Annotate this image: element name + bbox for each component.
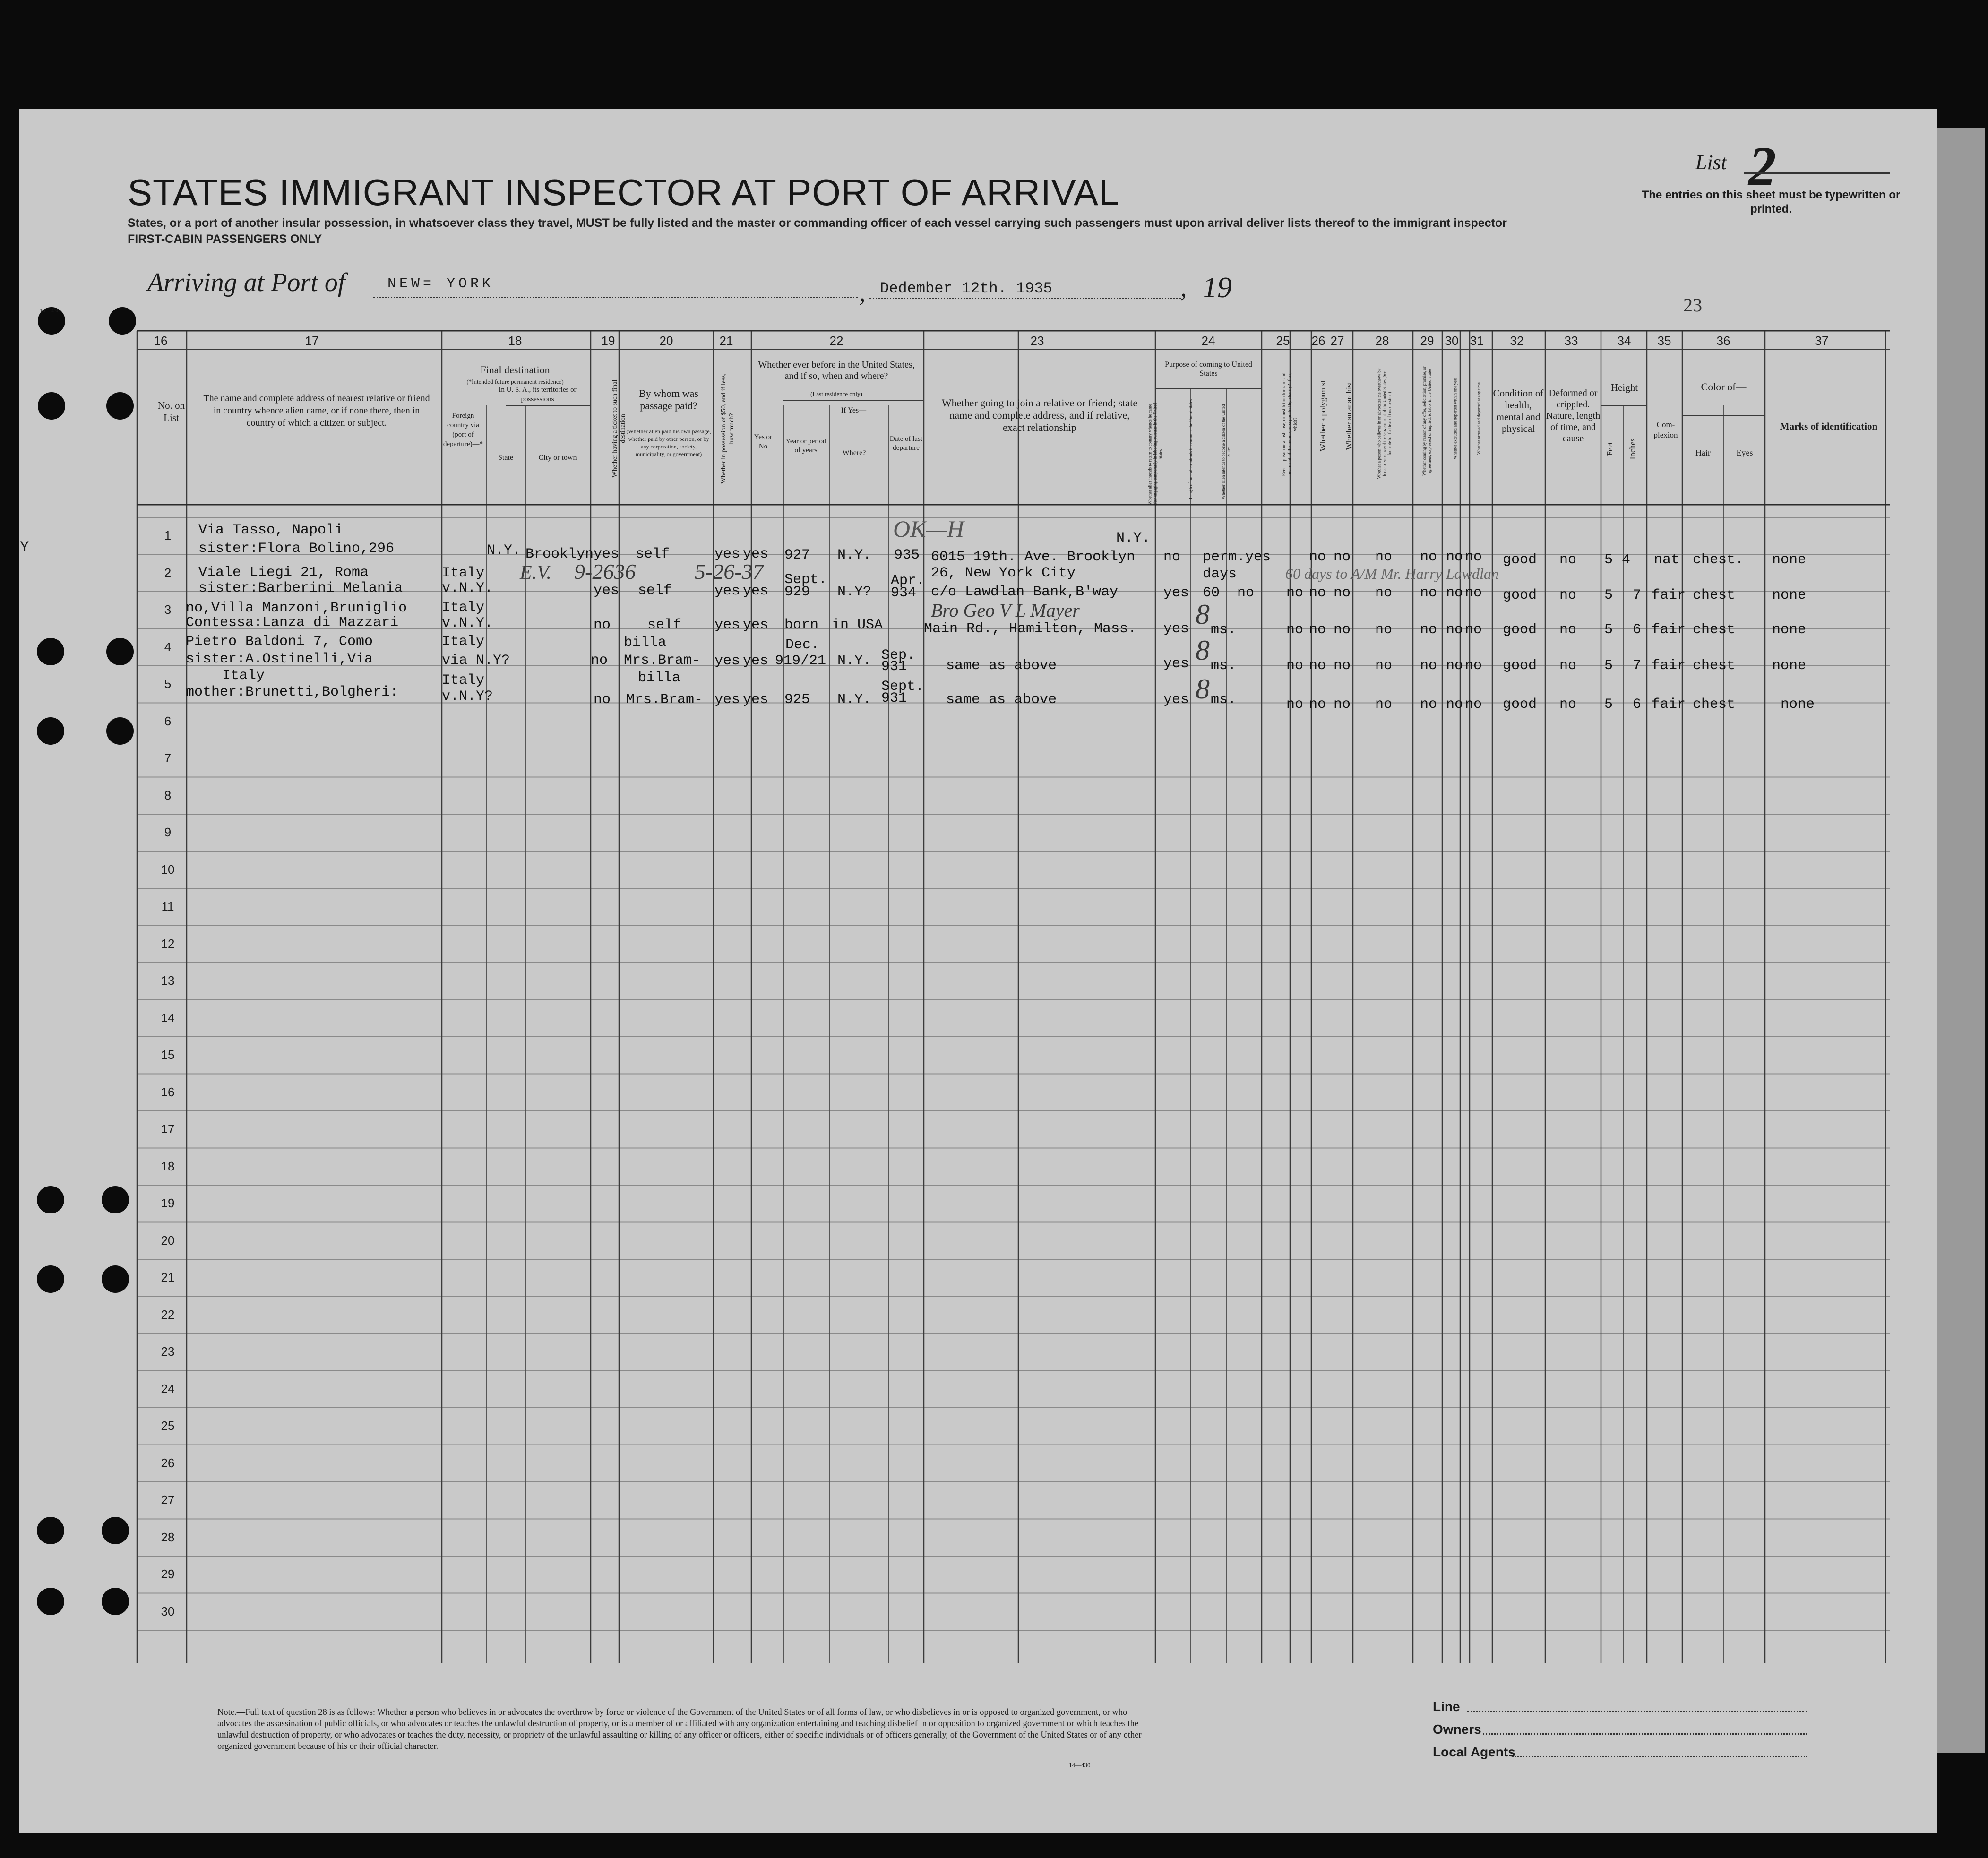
no-answer: no — [1420, 658, 1437, 674]
column-number: 33 — [1564, 334, 1578, 348]
row-number: 24 — [161, 1381, 175, 1396]
before-us-year: 929 — [784, 584, 810, 600]
ticket-value: no — [591, 653, 608, 669]
header-relative: The name and complete address of nearest relative or friend in country whence alien came, or if none there, then in country of which a citizen or subject. — [203, 393, 430, 428]
no-answer: no — [1446, 622, 1463, 638]
purpose-length: 8 — [1196, 635, 1210, 666]
handwritten-annotation: Bro Geo V L Mayer — [931, 600, 1080, 621]
relative-line: Pietro Baldoni 7, Como — [186, 634, 373, 650]
paid-by: billa — [624, 635, 667, 651]
fifty-dollars: yes — [714, 546, 740, 562]
no-answer: no — [1420, 549, 1437, 565]
foreign-country: Italy — [442, 634, 485, 650]
purpose-citizen: ms. — [1211, 622, 1237, 638]
no-answer: no — [1465, 585, 1482, 601]
agents-label: Local Agents — [1433, 1745, 1515, 1759]
relative-line: Viale Liegi 21, Roma — [198, 565, 369, 581]
before-us-where: N.Y. — [837, 692, 872, 708]
header-q31: Whether arrested and deported at any time — [1476, 382, 1481, 455]
header-ticket: Whether having a ticket to such final destination — [611, 379, 627, 478]
no-answer: no — [1334, 658, 1351, 674]
marks-value: none — [1781, 697, 1815, 713]
before-us-year: 919/21 — [775, 653, 826, 669]
complexion-value: fair — [1652, 587, 1686, 603]
foreign-country: v.N.Y? — [442, 688, 493, 705]
paid-by: self — [638, 583, 672, 599]
foreign-country: v.N.Y. — [442, 615, 493, 631]
header-purpose: Purpose of coming to United States — [1165, 361, 1252, 378]
no-answer: no — [1446, 697, 1463, 713]
relative-line: Via Tasso, Napoli — [198, 522, 344, 538]
header-purpose-c: Whether alien intends to become a citizen of the United States — [1221, 404, 1231, 499]
no-answer: no — [1375, 549, 1393, 565]
no-answer: no — [1309, 549, 1326, 565]
health-value: good — [1503, 658, 1537, 674]
handwritten-annotation: OK—H — [893, 516, 964, 542]
handwritten-annotation: 60 days to A/M Mr. Harry Lawdlan — [1285, 565, 1499, 582]
before-us-year: 925 — [784, 692, 810, 708]
header-year-period: Year or period of years — [785, 438, 826, 454]
row-number: 5 — [164, 677, 172, 691]
row-number: 21 — [161, 1270, 175, 1284]
footnote-question-28: Note.—Full text of question 28 is as follows: Whether a person who believes in or advocates the overthrow by force or violence of the Government of the United States or of all forms of law, or who disbelieves in or is opposed to organized government, or who advocates the assassination of public officials, or who advocates or teaches the unlawful destruction of property, or is a member of or affiliated with any organization entertaining and teaching disbelief in or opposition to organized government or which teaches the unlawful destruction of property, or who advocates or teaches the duty, necessity, or propriety of the unlawful assaulting or killing of any officer or officers, either of specific individuals or of officers generally, of the Government of the United States or of any other organized government because of his or their official character. — [217, 1708, 1142, 1751]
row-number: 8 — [164, 788, 172, 802]
row-number: 29 — [161, 1567, 175, 1581]
no-answer: no — [1286, 585, 1304, 601]
height-feet: 5 — [1604, 552, 1613, 568]
arriving-label: Arriving at Port of — [147, 268, 345, 297]
foreign-country: v.N.Y. — [442, 580, 493, 596]
height-inches: 6 — [1633, 697, 1642, 713]
last-departure: Apr. — [891, 573, 925, 589]
no-answer: no — [1286, 658, 1304, 674]
joining-line: Main Rd., Hamilton, Mass. — [924, 621, 1137, 637]
column-number: 26 — [1311, 334, 1325, 348]
deformed-value: no — [1559, 552, 1577, 568]
purpose-return: yes — [1163, 621, 1189, 637]
before-us-where: N.Y. — [837, 653, 872, 669]
no-answer: no — [1286, 622, 1304, 638]
state-value: N.Y. — [487, 542, 521, 559]
no-answer: no — [1375, 697, 1393, 713]
height-feet: 5 — [1604, 622, 1613, 638]
typed-note: The entries on this sheet must be typewritten or printed. — [1642, 189, 1901, 215]
agents-dotted — [1512, 1756, 1807, 1757]
before-us-year: Sept. — [784, 572, 827, 588]
row-number: 23 — [161, 1344, 175, 1359]
purpose-return: yes — [1163, 585, 1189, 601]
row-number: 26 — [161, 1455, 175, 1470]
no-answer: no — [1334, 585, 1351, 601]
row-number: 4 — [164, 639, 172, 654]
joining-line: 6015 19th. Ave. Brooklyn — [931, 549, 1136, 565]
header-health: Condition of health, mental and physical — [1493, 387, 1544, 434]
hair-value: chest — [1693, 622, 1736, 638]
before-us-yes-no: yes — [743, 583, 769, 599]
height-inches: 4 — [1622, 552, 1631, 568]
header-inches: Inches — [1628, 438, 1637, 460]
column-number: 35 — [1657, 334, 1671, 348]
row-number: 10 — [161, 862, 175, 877]
no-answer: no — [1446, 585, 1463, 601]
header-q28: Whether a person who believes in or advocates the overthrow by force or violence of the Government of the United States (See footnote for full text of this question) — [1377, 368, 1392, 479]
height-inches: 7 — [1633, 658, 1642, 674]
before-us-year: Dec. — [785, 637, 820, 653]
row-number: 17 — [161, 1122, 175, 1136]
before-us-where: in USA — [832, 617, 883, 633]
no-answer: no — [1465, 622, 1482, 638]
hair-value: chest — [1693, 587, 1736, 603]
column-number: 19 — [601, 334, 615, 348]
edge-mark: Y — [20, 539, 29, 556]
foreign-country: via N.Y? — [442, 653, 510, 669]
no-answer: no — [1309, 697, 1326, 713]
joining-line: same as above — [946, 692, 1057, 708]
before-us-year: born — [784, 617, 819, 633]
header-hair: Hair — [1695, 448, 1711, 457]
deformed-value: no — [1559, 658, 1577, 674]
purpose-length: days — [1203, 566, 1237, 582]
height-inches: 7 — [1633, 587, 1642, 603]
ticket-value: yes — [594, 546, 620, 562]
handwritten-annotation: E.V. — [520, 562, 551, 584]
last-departure: 931 — [881, 690, 907, 706]
fifty-dollars: yes — [714, 617, 740, 633]
complexion-value: fair — [1652, 658, 1686, 674]
deformed-value: no — [1559, 587, 1577, 603]
paid-by: self — [636, 546, 670, 562]
form-subtitle: States, or a port of another insular possession, in whatsoever class they travel, MUST be fully listed and the master or commanding officer of each vessel carrying such passengers must upon arrival deliver lists thereof to the immigrant inspector — [128, 216, 1507, 230]
row-number: 9 — [164, 825, 172, 839]
before-us-year: 927 — [784, 547, 810, 563]
header-purpose-b: Length of time alien intends to remain in the United States — [1188, 399, 1193, 499]
no-answer: no — [1446, 549, 1463, 565]
joining-line: N.Y. — [1116, 530, 1151, 546]
no-answer: no — [1375, 658, 1393, 674]
joining-line: same as above — [946, 658, 1057, 674]
row-number: 13 — [161, 973, 175, 988]
header-q29: Whether coming by reason of any offer, solicitation, promise, or agreement, expressed or implied, to labor in the United States — [1422, 366, 1432, 476]
header-marks: Marks of identification — [1780, 421, 1878, 432]
header-final-destination: Final destination — [480, 364, 550, 376]
health-value: good — [1503, 587, 1537, 603]
row-number: 22 — [161, 1307, 175, 1322]
column-number: 29 — [1420, 334, 1434, 348]
foreign-country: Italy — [442, 672, 485, 688]
row-number: 12 — [161, 936, 175, 951]
line-dotted — [1467, 1711, 1807, 1712]
marks-value: none — [1772, 552, 1807, 568]
handwritten-annotation: 9-2636 — [574, 559, 636, 584]
purpose-return: no — [1163, 549, 1181, 565]
no-answer: no — [1286, 697, 1304, 713]
no-answer: no — [1420, 697, 1437, 713]
header-polygamist: Whether a polygamist — [1318, 380, 1327, 452]
header-by-whom: By whom was passage paid? — [639, 387, 698, 412]
line-label: Line — [1433, 1699, 1460, 1714]
page-number: 23 — [1683, 294, 1702, 316]
relative-line: sister:Flora Bolino,296 — [198, 541, 395, 557]
foreign-country: Italy — [442, 565, 485, 581]
arrival-date: Dedember 12th. 1935 — [880, 280, 1052, 297]
row-number: 20 — [161, 1233, 175, 1247]
comma: , — [859, 278, 866, 307]
list-number: 2 — [1748, 135, 1776, 197]
header-feet: Feet — [1605, 442, 1614, 456]
relative-line: Contessa:Lanza di Mazzari — [186, 615, 399, 631]
height-feet: 5 — [1604, 658, 1613, 674]
column-number: 16 — [154, 334, 168, 348]
height-inches: 6 — [1633, 622, 1642, 638]
column-number: 28 — [1375, 334, 1389, 348]
fifty-dollars: yes — [714, 583, 740, 599]
no-answer: no — [1309, 622, 1326, 638]
no-answer: no — [1309, 658, 1326, 674]
purpose-return: yes — [1163, 656, 1189, 672]
purpose-citizen: yes — [1245, 549, 1271, 565]
purpose-citizen: ms. — [1211, 658, 1237, 674]
row-number: 11 — [161, 899, 174, 913]
row-number: 25 — [161, 1419, 175, 1433]
city-value: Brooklyn — [525, 546, 594, 562]
purpose-return: yes — [1163, 692, 1189, 708]
joining-line: 26, New York City — [931, 565, 1076, 581]
relative-line: sister:A.Ostinelli,Via — [186, 651, 373, 667]
header-city: City or town — [538, 454, 577, 462]
column-number: 17 — [305, 334, 319, 348]
header-state: State — [498, 454, 513, 462]
before-us-yes-no: yes — [743, 617, 769, 633]
before-us-where: N.Y? — [837, 584, 872, 600]
row-number: 6 — [164, 714, 172, 728]
header-q30: Whether excluded and deported within one year — [1453, 378, 1458, 459]
handwritten-annotation: 5-26-37 — [695, 559, 764, 584]
form-code-top: 14—430 — [40, 307, 60, 314]
row-number: 7 — [164, 751, 172, 765]
relative-line: no,Villa Manzoni,Bruniglio — [186, 600, 407, 616]
no-answer: no — [1334, 622, 1351, 638]
no-answer: no — [1420, 585, 1437, 601]
year-prefix: 19 — [1203, 272, 1232, 304]
port-value: NEW= YORK — [387, 276, 494, 292]
column-number: 30 — [1445, 334, 1459, 348]
column-number: 36 — [1716, 334, 1730, 348]
fifty-dollars: yes — [714, 692, 740, 708]
ticket-value: no — [594, 692, 611, 708]
header-joining: Whether going to join a relative or friend; state name and complete address, and if relative, exact relationship — [941, 397, 1138, 433]
form-code-bottom: 14—430 — [1069, 1762, 1091, 1769]
form-title: STATES IMMIGRANT INSPECTOR AT PORT OF ARRIVAL — [128, 172, 1120, 213]
column-number: 22 — [829, 334, 843, 348]
purpose-length: 60 — [1203, 585, 1220, 601]
relative-line: Italy — [222, 668, 265, 684]
form-subtitle-class: FIRST-CABIN PASSENGERS ONLY — [128, 232, 322, 246]
row-number: 28 — [161, 1530, 175, 1544]
fifty-dollars: yes — [714, 653, 740, 669]
header-in-usa: In U. S. A., its territories or possessions — [499, 386, 577, 403]
column-number: 31 — [1470, 334, 1484, 348]
before-us-yes-no: yes — [743, 546, 769, 562]
complexion-value: nat — [1654, 552, 1680, 568]
header-by-whom-note: (Whether alien paid his own passage, whether paid by other person, or by any corporation, society, municipality, or government) — [626, 428, 711, 457]
column-number: 21 — [719, 334, 733, 348]
no-answer: no — [1420, 622, 1437, 638]
row-number: 1 — [164, 528, 172, 542]
health-value: good — [1503, 697, 1537, 713]
header-final-destination-note: (*Intended future permanent residence) — [466, 378, 564, 385]
last-departure: 931 — [881, 659, 907, 675]
hair-value: chest — [1693, 697, 1736, 713]
purpose-length: 8 — [1196, 599, 1210, 630]
before-us-yes-no: yes — [743, 653, 769, 669]
list-label: List — [1695, 151, 1727, 174]
column-number: 24 — [1201, 334, 1215, 348]
paid-by: Mrs.Bram- — [624, 653, 701, 669]
complexion-value: fair — [1652, 697, 1686, 713]
owners-label: Owners — [1433, 1722, 1481, 1737]
deformed-value: no — [1559, 697, 1577, 713]
paid-by: billa — [638, 670, 681, 686]
owners-dotted — [1483, 1733, 1807, 1735]
purpose-length: perm. — [1203, 549, 1246, 565]
header-date-departure: Date of last departure — [889, 435, 923, 452]
purpose-length: 8 — [1196, 673, 1210, 705]
row-number: 15 — [161, 1048, 175, 1062]
column-number: 34 — [1617, 334, 1631, 348]
no-answer: no — [1309, 585, 1326, 601]
header-foreign-country: Foreign country via (port of departure)—* — [443, 412, 483, 448]
before-us-where: N.Y. — [837, 547, 872, 563]
header-yes-no: Yes or No — [754, 433, 773, 450]
paid-by: Mrs.Bram- — [626, 692, 703, 708]
ticket-value: yes — [594, 583, 620, 599]
column-number: 32 — [1510, 334, 1524, 348]
purpose-citizen: ms. — [1211, 692, 1237, 708]
column-number: 23 — [1030, 334, 1044, 348]
header-fifty: Whether in possession of $50, and if less, how much? — [720, 373, 735, 484]
height-feet: 5 — [1604, 697, 1613, 713]
foreign-country: Italy — [442, 600, 485, 616]
purpose-citizen: no — [1237, 585, 1255, 601]
marks-value: none — [1772, 622, 1807, 638]
header-prison: Ever in prison or almshouse, or institution for care and treatment of the insane, or supported by charity? If so, which? — [1282, 372, 1298, 476]
header-anarchist: Whether an anarchist — [1344, 381, 1353, 450]
header-before-us: Whether ever before in the United States, and if so, when and where? — [758, 360, 915, 381]
no-answer: no — [1334, 549, 1351, 565]
no-answer: no — [1465, 697, 1482, 713]
no-answer: no — [1334, 697, 1351, 713]
header-before-us-note: (Last residence only) — [810, 390, 862, 397]
last-departure: Sep. — [881, 647, 916, 663]
row-number: 18 — [161, 1159, 175, 1173]
header-purpose-a: Whether alien intends to return to country whence he came after engaging temporarily in laboring pursuits in the United States — [1147, 403, 1163, 506]
row-number: 2 — [164, 565, 172, 580]
last-departure: 934 — [891, 585, 917, 601]
joining-line: c/o Lawdlan Bank,B'way — [931, 584, 1119, 600]
hair-value: chest — [1693, 658, 1736, 674]
header-where: Where? — [842, 449, 866, 457]
column-number: 25 — [1276, 334, 1290, 348]
relative-line: sister:Barberini Melania — [198, 580, 403, 596]
row-number: 3 — [164, 602, 172, 617]
last-departure: Sept. — [881, 679, 924, 695]
ticket-value: no — [594, 617, 611, 633]
header-if-yes: If Yes— — [841, 406, 867, 414]
column-number: 18 — [508, 334, 522, 348]
header-eyes: Eyes — [1736, 448, 1753, 457]
header-height: Height — [1610, 382, 1638, 393]
last-departure: 935 — [894, 547, 920, 563]
column-number: 20 — [659, 334, 673, 348]
height-feet: 5 — [1604, 587, 1613, 603]
complexion-value: fair — [1652, 622, 1686, 638]
row-number: 30 — [161, 1604, 175, 1618]
paid-by: self — [647, 617, 682, 633]
no-answer: no — [1375, 622, 1393, 638]
health-value: good — [1503, 622, 1537, 638]
marks-value: none — [1772, 658, 1807, 674]
column-number: 27 — [1330, 334, 1344, 348]
header-complexion: Com-plexion — [1653, 420, 1678, 439]
row-number: 19 — [161, 1196, 175, 1210]
hair-value: chest. — [1693, 552, 1744, 568]
no-answer: no — [1375, 585, 1393, 601]
no-answer: no — [1465, 549, 1482, 565]
header-color-of: Color of— — [1701, 381, 1747, 393]
comma: , — [1180, 274, 1187, 302]
deformed-value: no — [1559, 622, 1577, 638]
marks-value: none — [1772, 587, 1807, 603]
no-answer: no — [1446, 658, 1463, 674]
no-answer: no — [1465, 658, 1482, 674]
relative-line: mother:Brunetti,Bolgheri: — [186, 684, 399, 700]
row-number: 16 — [161, 1084, 175, 1099]
header-deformed: Deformed or crippled. Nature, length of time, and cause — [1546, 388, 1601, 444]
row-number: 14 — [161, 1010, 175, 1025]
column-number: 37 — [1815, 334, 1829, 348]
health-value: good — [1503, 552, 1537, 568]
row-number: 27 — [161, 1493, 175, 1507]
header-no-on-list: No. on List — [157, 400, 185, 423]
before-us-yes-no: yes — [743, 692, 769, 708]
